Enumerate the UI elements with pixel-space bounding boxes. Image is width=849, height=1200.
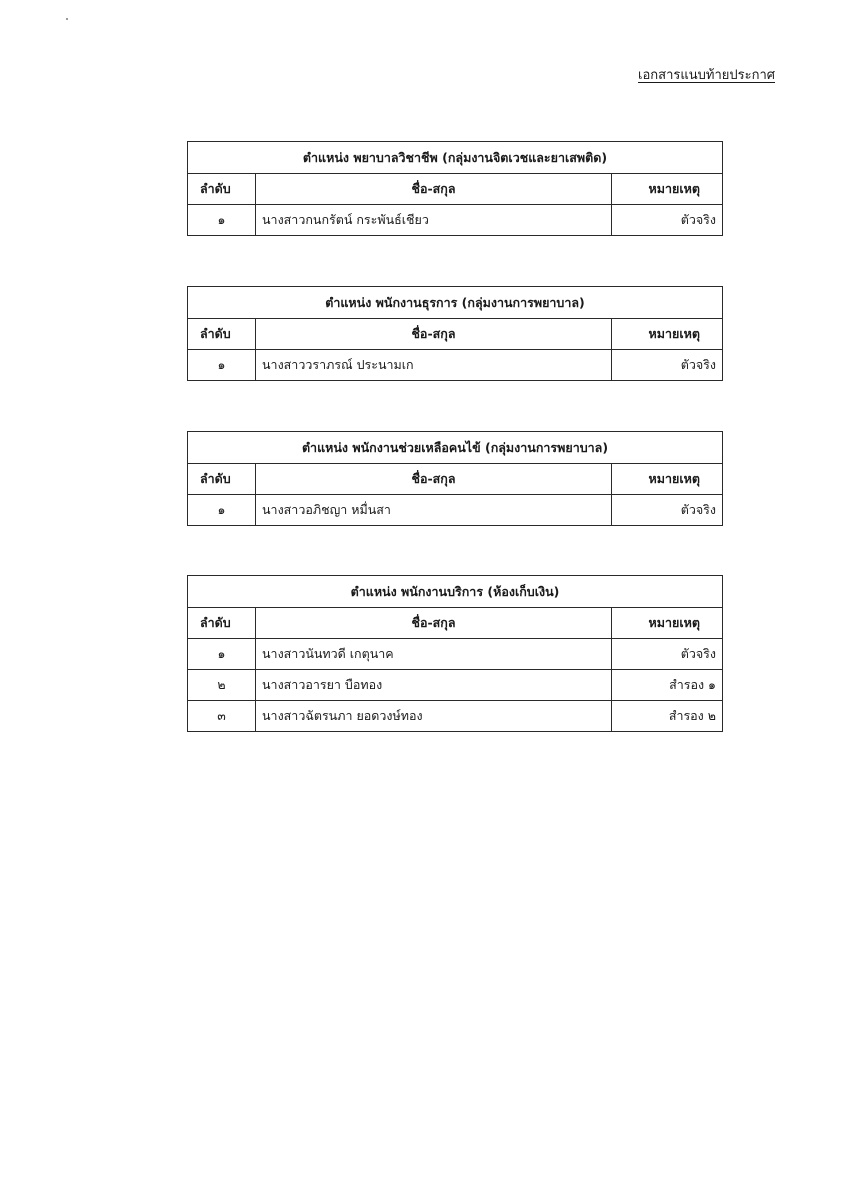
scan-speck: [66, 18, 68, 20]
table-row: [188, 205, 723, 236]
table-title: ตำแหน่ง พนักงานช่วยเหลือคนไข้ (กลุ่มงานการพยาบาล): [188, 432, 723, 464]
table-row: [188, 639, 723, 670]
column-header-order: ลำดับ: [188, 319, 256, 350]
column-header-note: หมายเหตุ: [611, 319, 722, 350]
column-header-name: ชื่อ-สกุล: [256, 174, 612, 205]
column-header-note: หมายเหตุ: [611, 608, 722, 639]
row-note: สำรอง ๑: [611, 670, 722, 701]
column-header-name: ชื่อ-สกุล: [256, 319, 612, 350]
position-table-nurse: [187, 141, 723, 236]
document-header: เอกสารแนบท้ายประกาศ: [638, 68, 775, 83]
row-name: นางสาวกนกรัตน์ กระพันธ์เชียว: [256, 205, 612, 236]
table-title: ตำแหน่ง พนักงานธุรการ (กลุ่มงานการพยาบาล): [188, 287, 723, 319]
row-order: ๒: [188, 670, 256, 701]
column-header-note: หมายเหตุ: [611, 174, 722, 205]
row-order: ๑: [188, 205, 256, 236]
row-order: ๑: [188, 350, 256, 381]
row-name: นางสาววราภรณ์ ประนามเก: [256, 350, 612, 381]
row-name: นางสาวฉัตรนภา ยอดวงษ์ทอง: [256, 701, 612, 732]
position-table-service-cashier: [187, 575, 723, 732]
row-note: ตัวจริง: [611, 350, 722, 381]
table-title: ตำแหน่ง พยาบาลวิชาชีพ (กลุ่มงานจิตเวชและยาเสพติด): [188, 142, 723, 174]
table-title: ตำแหน่ง พนักงานบริการ (ห้องเก็บเงิน): [188, 576, 723, 608]
row-note: สำรอง ๒: [611, 701, 722, 732]
column-header-name: ชื่อ-สกุล: [256, 464, 612, 495]
column-header-order: ลำดับ: [188, 464, 256, 495]
row-name: นางสาวนันทวดี เกตุนาค: [256, 639, 612, 670]
row-note: ตัวจริง: [611, 205, 722, 236]
position-table-admin-clerk: [187, 286, 723, 381]
column-header-order: ลำดับ: [188, 174, 256, 205]
row-note: ตัวจริง: [612, 495, 723, 526]
row-name: นางสาวอารยา บือทอง: [256, 670, 612, 701]
position-table-patient-aide: [187, 431, 723, 526]
table-row: [188, 670, 723, 701]
row-order: ๓: [188, 701, 256, 732]
column-header-name: ชื่อ-สกุล: [256, 608, 612, 639]
table-row: [188, 495, 723, 526]
table-row: [188, 350, 723, 381]
row-order: ๑: [188, 639, 256, 670]
column-header-note: หมายเหตุ: [612, 464, 723, 495]
row-note: ตัวจริง: [611, 639, 722, 670]
column-header-order: ลำดับ: [188, 608, 256, 639]
row-name: นางสาวอภิชญา หมื่นสา: [256, 495, 612, 526]
table-row: [188, 701, 723, 732]
row-order: ๑: [188, 495, 256, 526]
